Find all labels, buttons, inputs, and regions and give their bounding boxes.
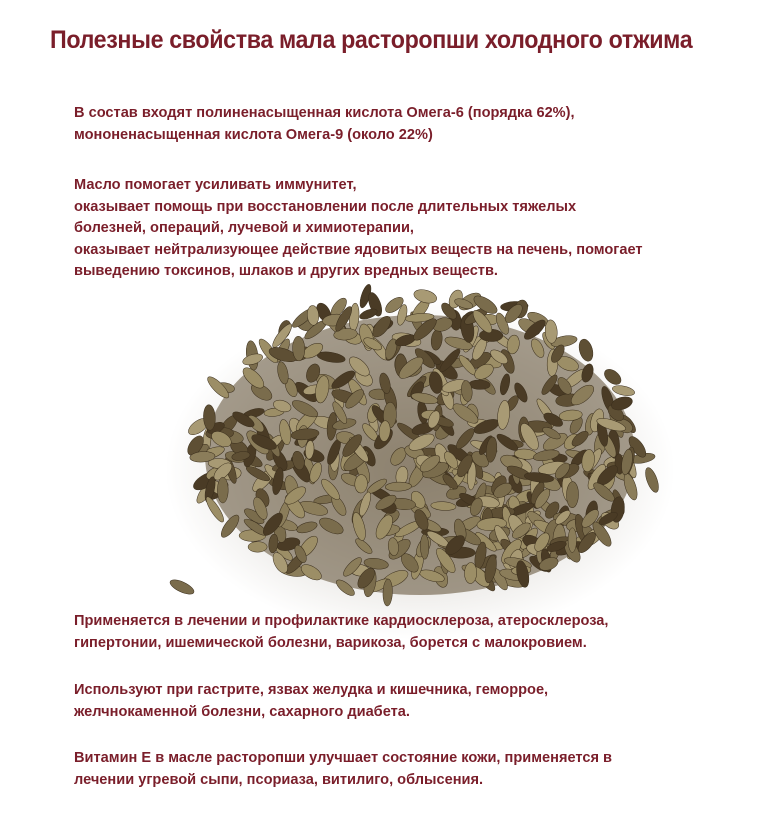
text-line: выведению токсинов, шлаков и других вредных веществ. — [74, 263, 498, 279]
seed-icon — [568, 528, 576, 553]
seed-icon — [566, 481, 578, 507]
text-line: Используют при гастрите, язвах желудка и кишечника, геморрое, — [74, 682, 549, 698]
seed-icon — [420, 534, 429, 559]
text-line: гипертонии, ишемической болезни, варикоза, борется с малокровием. — [74, 634, 587, 651]
text-line: В состав входят полиненасыщенная кислота Омега-6 (порядка 62%), — [74, 105, 575, 121]
text-line: оказывает помощь при восстановлении после длительных тяжелых — [74, 198, 577, 215]
page-title: Полезные свойства мала расторопши холодного отжима — [50, 26, 693, 54]
text-line: оказывает нейтрализующее действие ядовитых веществ на печень, помогает — [74, 241, 643, 258]
immunity-text — [74, 175, 734, 283]
text-line: Масло помогает усиливать иммунитет, — [74, 177, 357, 193]
seed-icon — [217, 477, 228, 503]
seed-icon — [248, 542, 267, 553]
treatment-text — [74, 611, 734, 654]
seed-icon — [168, 577, 196, 597]
text-line: болезней, операций, лучевой и химиотерапии, — [74, 220, 414, 236]
text-line: Витамин Е в масле расторопши улучшает состояние кожи, применяется в — [74, 750, 613, 766]
text-line: лечении угревой сыпи, псориаза, витилиго, облысения. — [74, 771, 484, 788]
composition-text — [74, 103, 734, 146]
vitamin-e-text — [74, 748, 734, 791]
usage-text — [74, 680, 734, 723]
text-line: желчнокаменной болезни, сахарного диабета. — [74, 703, 410, 720]
text-line: мононенасыщенная кислота Омега-9 (около 22%) — [74, 126, 433, 143]
text-line: Применяется в лечении и профилактике кардиосклероза, атеросклероза, — [74, 613, 609, 629]
